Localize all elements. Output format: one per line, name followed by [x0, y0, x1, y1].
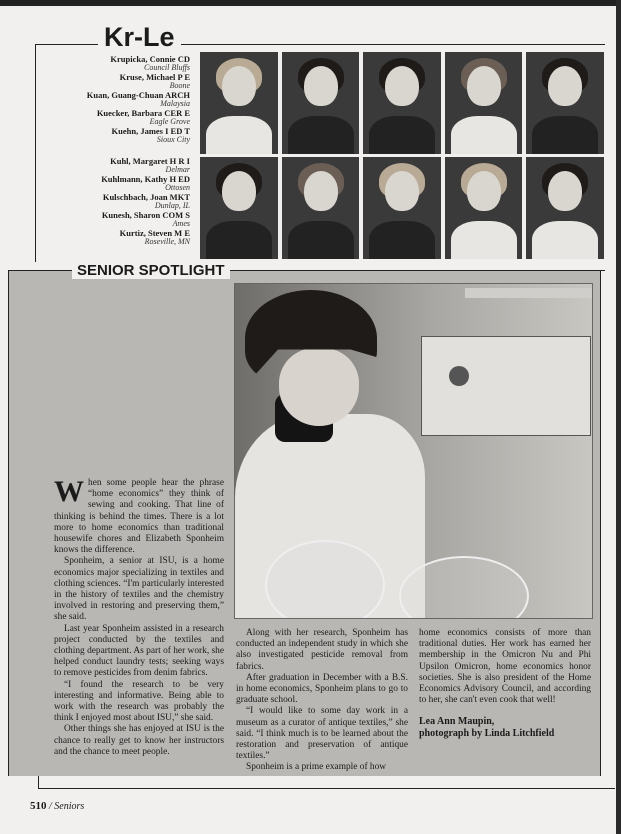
name-entry — [40, 73, 190, 90]
article-column-3 — [419, 628, 591, 740]
portrait-photo — [526, 157, 604, 259]
article-paragraph: When some people hear the phrase “home economics” they think of sewing and cooking. That line of thinking is behind the times. There is a lot more to home economics than traditional housewife chores and Elizabeth Sponheim knows the difference. — [54, 475, 224, 556]
spotlight-title: SENIOR SPOTLIGHT — [72, 262, 230, 279]
article-paragraph: Sponheim is a prime example of how — [246, 762, 387, 773]
article-paragraph: “I would like to some day work in a museum as a curator of antique textiles,” she said. “I think much is to be learned about the restoration and preservation of antique textiles.” — [236, 706, 408, 762]
student-name: Kulschbach, Joan MKT — [102, 192, 190, 202]
student-hometown: Malaysia — [160, 99, 190, 108]
portrait-photo — [445, 157, 523, 259]
name-entry — [40, 229, 190, 246]
credit-author: Lea Ann Maupin, — [419, 716, 495, 728]
student-name: Kurtiz, Steven M E — [119, 228, 190, 238]
student-name: Kuecker, Barbara CER E — [96, 108, 190, 118]
article-paragraph: Other things she has enjoyed at ISU is the chance to really get to know her instructors and the chance to meet people. — [54, 724, 224, 757]
folio-section: / Seniors — [49, 801, 85, 812]
page-edge-right — [616, 0, 621, 834]
names-list-bottom — [40, 157, 190, 247]
student-name: Kunesh, Sharon COM S — [101, 210, 190, 220]
page-edge-top — [0, 0, 621, 6]
student-hometown: Ames — [172, 219, 190, 228]
article-paragraph: After graduation in December with a B.S. in home economics, Sponheim plans to go to graduate school. — [236, 672, 408, 706]
drop-cap: W — [54, 475, 84, 508]
name-entry — [40, 127, 190, 144]
article-paragraph: Along with her research, Sponheim has conducted an independent study in which she also investigated pesticide removal from fabrics. — [236, 628, 408, 672]
section-title: Kr-Le — [98, 22, 181, 53]
portrait-photo — [200, 52, 278, 154]
portrait-photo — [282, 52, 360, 154]
article-column-2 — [236, 628, 408, 774]
name-entry — [40, 193, 190, 210]
name-entry — [40, 211, 190, 228]
portrait-photo — [200, 157, 278, 259]
article-paragraph: Sponheim, a senior at ISU, is a home economics major specializing in textiles and clothing sciences. “I'm particularly interested in the history of textiles and the chemistry involved in restoring and preserving them,” she said. — [54, 556, 224, 623]
name-entry — [40, 55, 190, 72]
portrait-photo — [363, 157, 441, 259]
student-hometown: Roseville, MN — [144, 237, 190, 246]
student-name: Kruse, Michael P E — [119, 72, 190, 82]
article-credit — [419, 716, 591, 740]
name-entry — [40, 175, 190, 192]
page-number: 510 — [30, 800, 47, 812]
header-left-rule — [35, 44, 36, 262]
bottom-rule-vertical — [38, 776, 39, 788]
student-name: Kuehn, James I ED T — [111, 126, 190, 136]
portrait-photo — [363, 52, 441, 154]
article-paragraph: “I found the research to be very interesting and informative. Being able to work with the research was probably the think I enjoyed most about ISU,” she said. — [54, 679, 224, 724]
student-hometown: Ottosen — [165, 183, 190, 192]
portrait-row-bottom — [200, 157, 604, 259]
portrait-photo — [526, 52, 604, 154]
student-hometown: Sioux City — [156, 135, 190, 144]
bottom-rule — [38, 788, 615, 789]
portrait-photo — [282, 157, 360, 259]
article-column-1 — [54, 475, 225, 758]
student-hometown: Eagle Grove — [149, 117, 190, 126]
portrait-row-top — [200, 52, 604, 154]
name-entry — [40, 91, 190, 108]
student-name: Kuan, Guang-Chuan ARCH — [86, 90, 190, 100]
student-hometown: Boone — [169, 81, 190, 90]
folio — [30, 800, 84, 812]
student-hometown: Delmar — [165, 165, 190, 174]
student-hometown: Dunlap, IL — [154, 201, 190, 210]
credit-photo: photograph by Linda Litchfield — [419, 728, 555, 740]
student-hometown: Council Bluffs — [144, 63, 190, 72]
name-entry — [40, 109, 190, 126]
student-name: Krupicka, Connie CD — [110, 54, 190, 64]
portrait-photo — [445, 52, 523, 154]
names-list-top — [40, 55, 190, 145]
student-name: Kuhl, Margaret H R I — [110, 156, 190, 166]
student-name: Kuhlmann, Kathy H ED — [101, 174, 190, 184]
spotlight-photo — [234, 283, 593, 619]
article-paragraph: home economics consists of more than traditional duties. Her work has earned her membership in the Omicron Nu and Phi Upsilon Omicron, home economics honor societies. She is also president of the Home Economics Advisory Council, and according to her, she can't even cook that well! — [419, 628, 591, 706]
name-entry — [40, 157, 190, 174]
article-paragraph: Last year Sponheim assisted in a research project conducted by the textiles and clothing department. As part of her work, she helped conduct laundry tests; seeking ways to remove pesticides from denim fabrics. — [54, 623, 225, 679]
